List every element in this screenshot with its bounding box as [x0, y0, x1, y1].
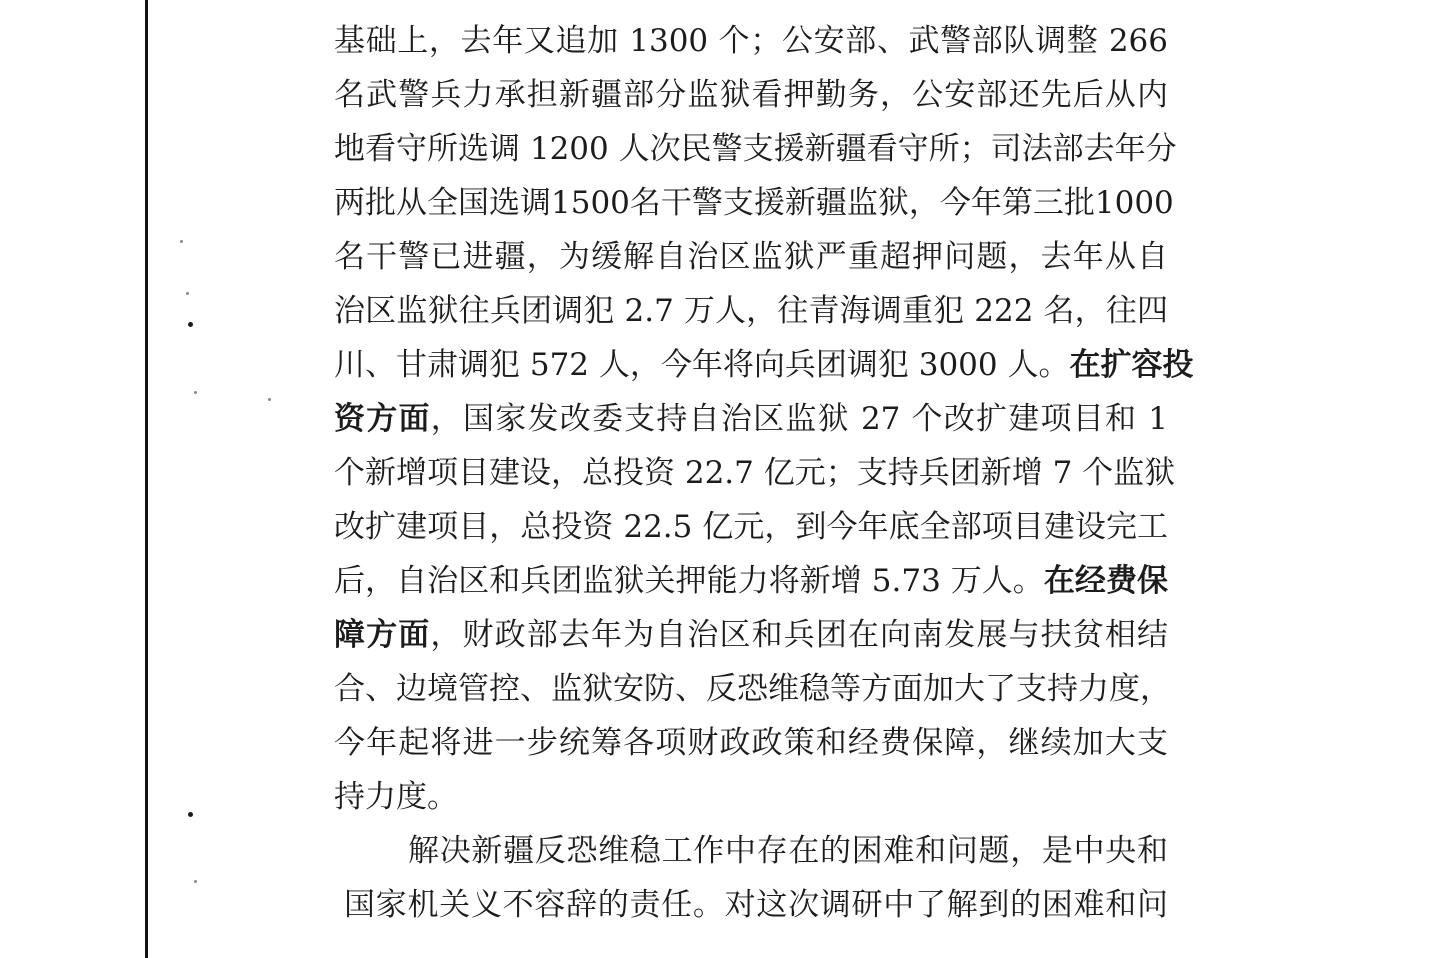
bold-lead-heading: 资方面: [334, 401, 431, 437]
text-run: ，国家发改委支持自治区监狱 27 个改扩建项目和 1: [430, 401, 1169, 437]
text-line: 地看守所选调 1200 人次民警支援新疆看守所；司法部去年分: [334, 131, 1177, 167]
scan-speck: [180, 240, 183, 243]
text-line: 两批从全国选调1500名干警支援新疆监狱，今年第三批1000: [334, 185, 1174, 221]
text-line: 国家机关义不容辞的责任。对这次调研中了解到的困难和问: [344, 887, 1168, 923]
text-run: 后，自治区和兵团监狱关押能力将新增 5.73 万人。: [334, 563, 1044, 599]
text-line: 基础上，去年又追加 1300 个；公安部、武警部队调整 266: [334, 23, 1168, 59]
text-run: ，财政部去年为自治区和兵团在向南发展与扶贫相结: [430, 617, 1169, 653]
scan-speck: [194, 880, 197, 883]
scan-speck: [268, 398, 271, 401]
text-line: 解决新疆反恐维稳工作中存在的困难和问题，是中央和: [408, 833, 1168, 869]
scan-speck: [194, 391, 197, 394]
text-line: 个新增项目建设，总投资 22.7 亿元；支持兵团新增 7 个监狱: [334, 455, 1176, 491]
scan-speck: [188, 322, 193, 327]
bold-lead-heading: 障方面: [334, 617, 431, 653]
text-line: [334, 608, 1168, 662]
scan-speck: [188, 812, 193, 817]
text-line: [334, 554, 1168, 608]
text-line: [334, 392, 1168, 446]
text-line: 今年起将进一步统筹各项财政政策和经费保障，继续加大支: [334, 725, 1168, 761]
scan-speck: [186, 292, 189, 295]
text-line: [334, 338, 1194, 392]
text-line: 治区监狱往兵团调犯 2.7 万人，往青海调重犯 222 名，往四: [334, 293, 1168, 329]
text-line: 合、边境管控、监狱安防、反恐维稳等方面加大了支持力度，: [334, 671, 1171, 707]
text-line: 名干警已进疆，为缓解自治区监狱严重超押问题，去年从自: [334, 239, 1168, 275]
document-text: [334, 14, 1194, 932]
page-binding-edge: [145, 0, 148, 958]
bold-lead-heading: 在扩容投: [1069, 347, 1194, 383]
text-run: 川、甘肃调犯 572 人，今年将向兵团调犯 3000 人。: [334, 347, 1070, 383]
text-line: 改扩建项目，总投资 22.5 亿元，到今年底全部项目建设完工: [334, 509, 1168, 545]
text-line: 名武警兵力承担新疆部分监狱看押勤务，公安部还先后从内: [334, 77, 1168, 113]
bold-lead-heading: 在经费保: [1043, 563, 1168, 599]
text-line: 持力度。: [334, 779, 458, 815]
